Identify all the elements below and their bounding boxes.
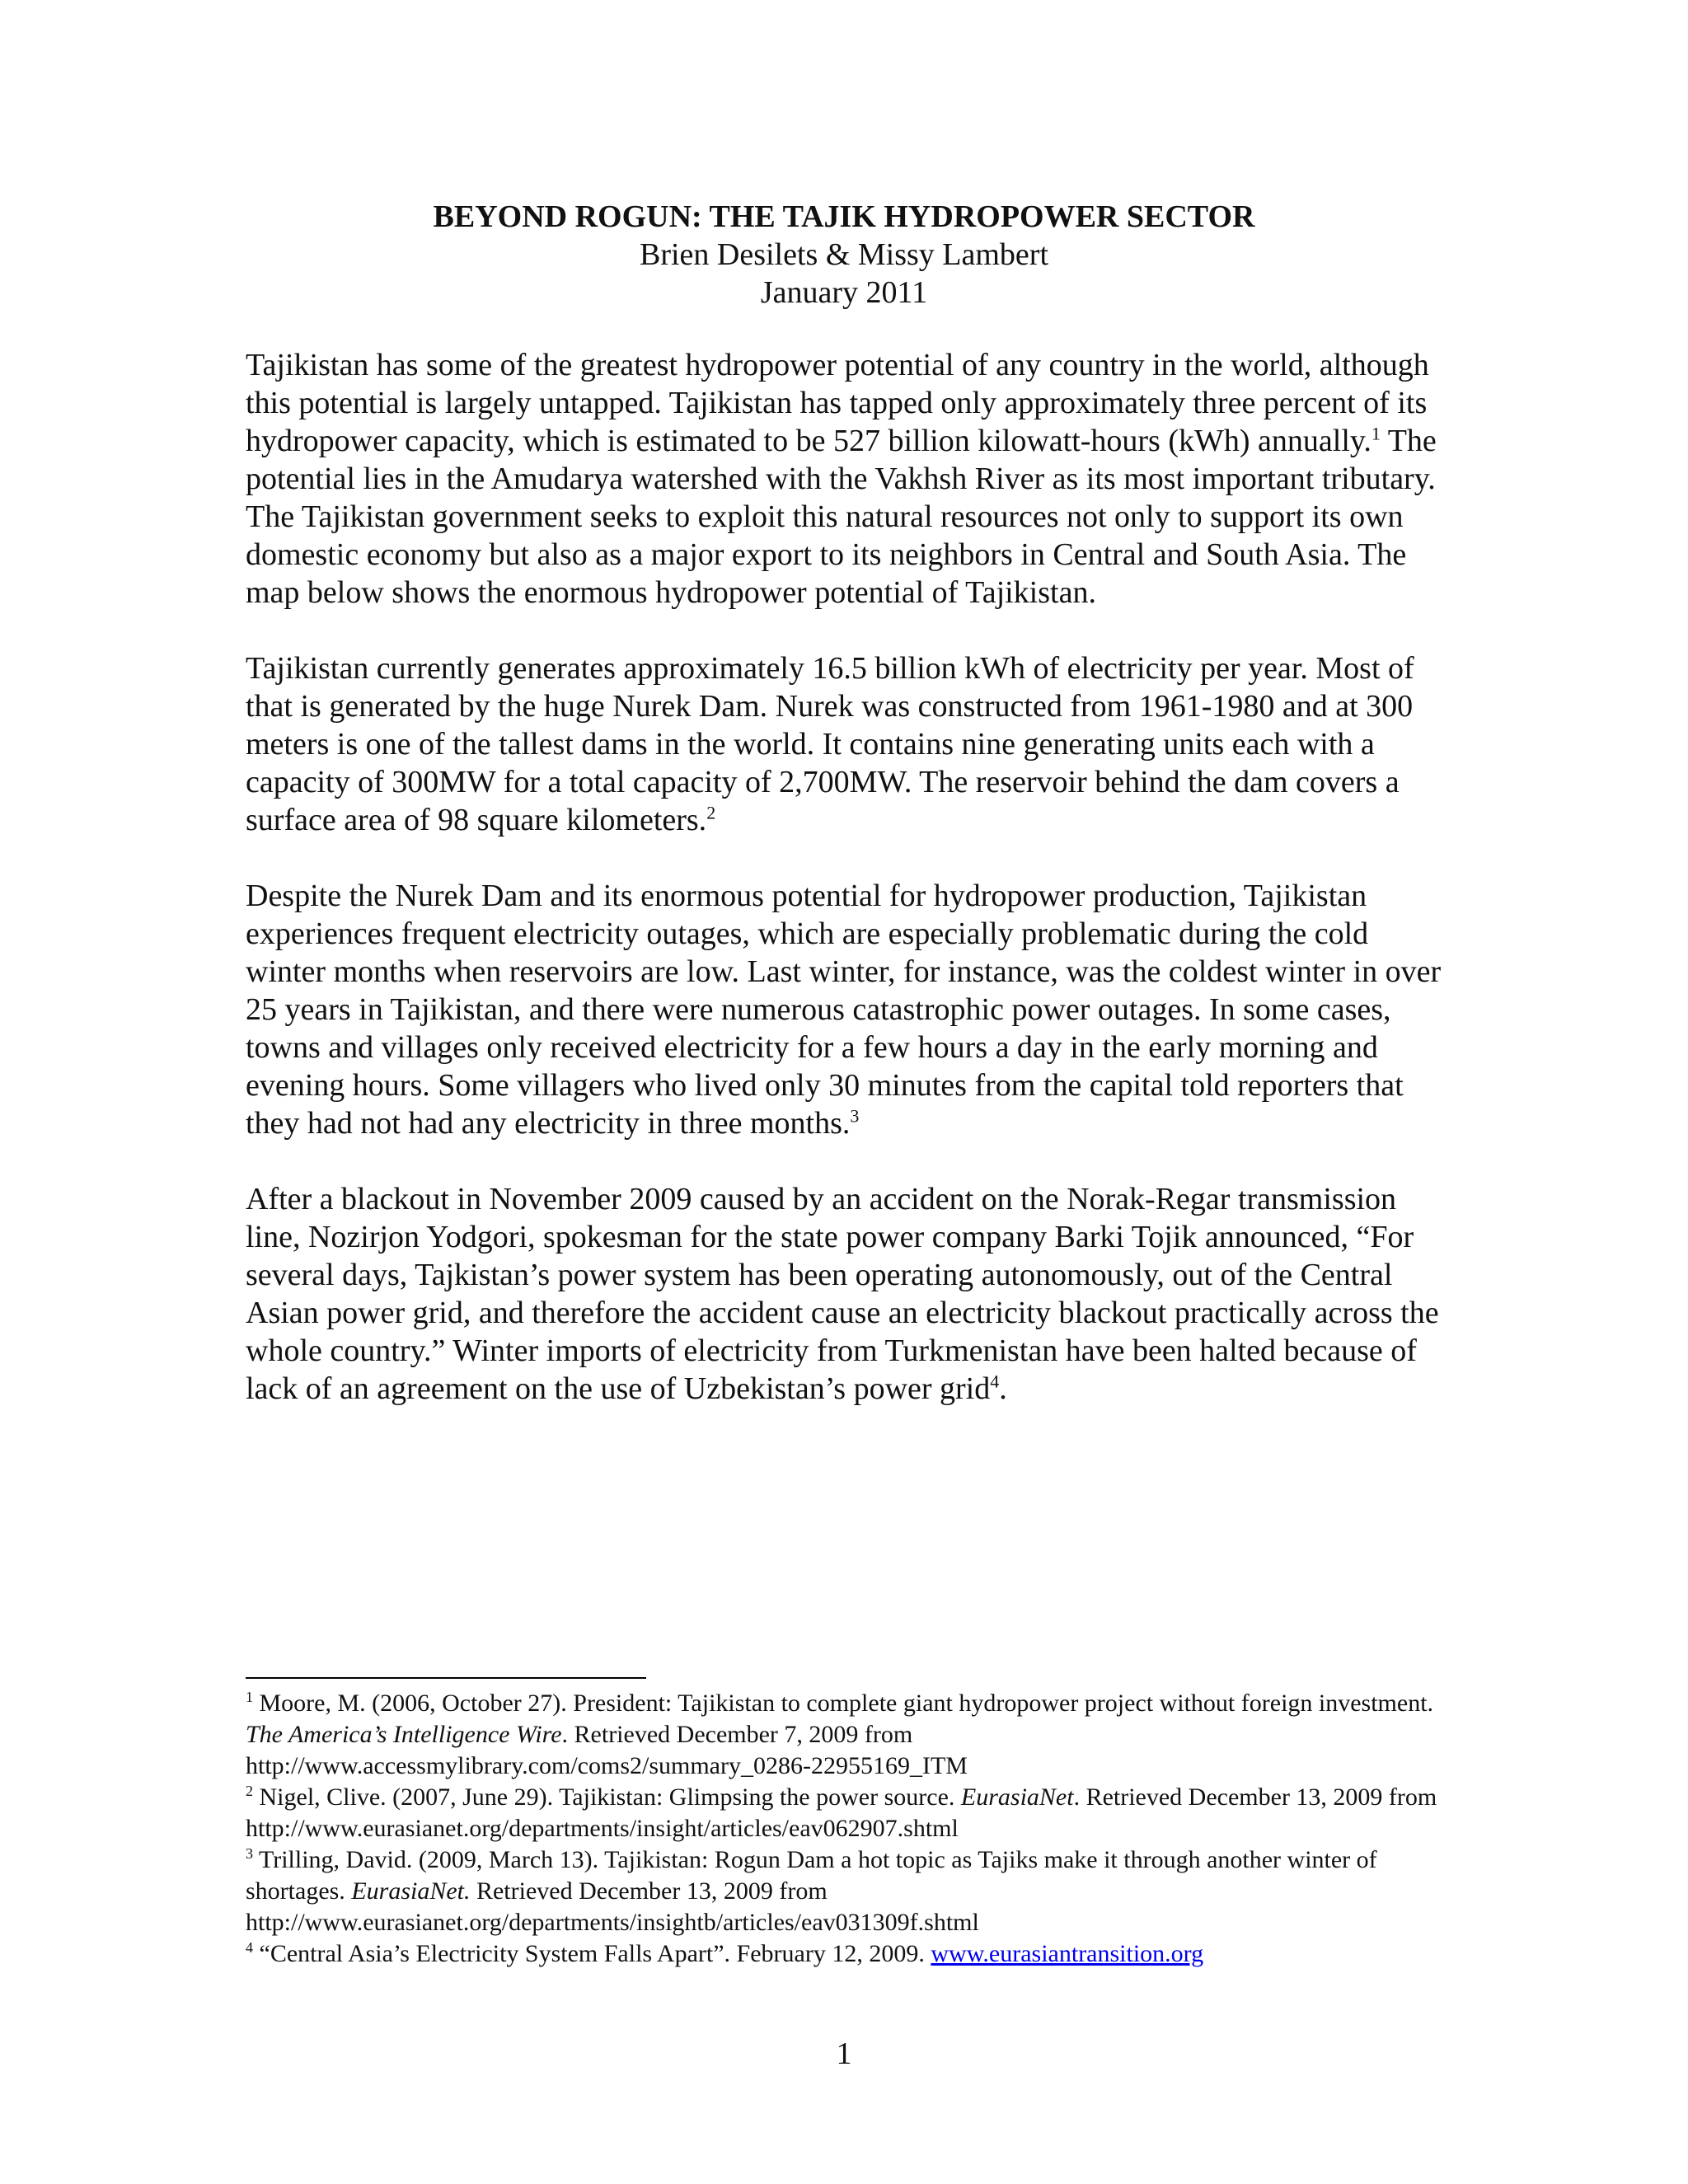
footnote-source: EurasiaNet. <box>351 1877 471 1905</box>
footnote-reference: 2 <box>706 802 716 823</box>
footnote-text: Moore, M. (2006, October 27). President: Tajikistan to complete giant hydropower project without foreign investment. <box>253 1690 1434 1717</box>
paragraph-text: Despite the Nurek Dam and its enormous potential for hydropower production, Tajikistan experiences frequent electricity outages, which are especially problematic during the cold winter months when reservoirs are low. Last winter, for instance, was the coldest winter in over 25 years in Tajikistan, and there were numerous catastrophic power outages. In some cases, towns and villages only received electricity for a few hours a day in the early morning and evening hours. Some villagers who lived only 30 minutes from the capital told reporters that they had not had any electricity in three months. <box>246 879 1442 1141</box>
footnotes <box>246 1688 1457 1970</box>
footnote-source: EurasiaNet <box>960 1783 1074 1811</box>
footnote-source: The America’s Intelligence Wire <box>246 1721 562 1748</box>
footnote <box>246 1688 1457 1782</box>
footnote-text: . Retrieved December 7, 2009 from http://www.accessmylibrary.com/coms2/summary_0286-22955169_ITM <box>246 1721 968 1779</box>
document-title: BEYOND ROGUN: THE TAJIK HYDROPOWER SECTOR <box>433 199 1255 234</box>
footnote-reference: 1 <box>1371 423 1381 444</box>
footnote-number: 2 <box>246 1783 253 1799</box>
paragraph-text: Tajikistan has some of the greatest hydropower potential of any country in the world, although this potential is largely untapped. Tajikistan has tapped only approximately three percent of its hydropower capacity, which is estimated to be 527 billion kilowatt-hours (kWh) annually. <box>246 348 1429 458</box>
paragraph-text: . <box>999 1371 1007 1406</box>
document-date: January 2011 <box>760 275 928 310</box>
body-paragraph <box>246 346 1449 612</box>
paragraph-text: The potential lies in the Amudarya watershed with the Vakhsh River as its most important tributary. The Tajikistan government seeks to exploit this natural resources not only to support its own domestic economy but also as a major export to its neighbors in Central and South Asia. The map below shows the enormous hydropower potential of Tajikistan. <box>246 424 1437 610</box>
footnote-text: . Retrieved December 13, 2009 from http://www.eurasianet.org/departments/insight/articles/eav062907.shtml <box>246 1783 1437 1842</box>
paragraph-text: Tajikistan currently generates approximately 16.5 billion kWh of electricity per year. Most of that is generated by the huge Nurek Dam. Nurek was constructed from 1961-1980 and at 300 meters is one of the tallest dams in the world. It contains nine generating units each with a capacity of 300MW for a total capacity of 2,700MW. The reservoir behind the dam covers a surface area of 98 square kilometers. <box>246 651 1414 837</box>
footnote <box>246 1844 1457 1938</box>
footnote-reference: 3 <box>850 1105 860 1127</box>
footnote-number: 3 <box>246 1845 253 1862</box>
footnote-link[interactable]: www.eurasiantransition.org <box>931 1940 1204 1967</box>
body-paragraph <box>246 877 1449 1142</box>
footnote <box>246 1782 1457 1844</box>
body-paragraph <box>246 649 1449 839</box>
footnote-text: “Central Asia’s Electricity System Falls Apart”. February 12, 2009. <box>253 1940 931 1967</box>
body-paragraph <box>246 1180 1449 1408</box>
footnote-number: 4 <box>246 1939 253 1956</box>
footnote-text: Retrieved December 13, 2009 from http://www.eurasianet.org/departments/insightb/articles/eav031309f.shtml <box>246 1877 979 1936</box>
footnote-text: Trilling, David. (2009, March 13). Tajikistan: Rogun Dam a hot topic as Tajiks make it through another winter of shortages. <box>246 1846 1377 1905</box>
page-number: 1 <box>836 2036 852 2071</box>
footnote-text: Nigel, Clive. (2007, June 29). Tajikistan: Glimpsing the power source. <box>253 1783 961 1811</box>
document-authors: Brien Desilets & Missy Lambert <box>639 237 1049 272</box>
footnote-separator <box>246 1677 646 1679</box>
footnote-number: 1 <box>246 1689 253 1705</box>
document-body <box>246 346 1449 1446</box>
paragraph-text: After a blackout in November 2009 caused by an accident on the Norak-Regar transmission line, Nozirjon Yodgori, spokesman for the state power company Barki Tojik announced, “For several days, Tajkistan’s power system has been operating autonomously, out of the Central Asian power grid, and therefore the accident cause an electricity blackout practically across the whole country.” Winter imports of electricity from Turkmenistan have been halted because of lack of an agreement on the use of Uzbekistan’s power grid <box>246 1182 1439 1406</box>
footnote-reference: 4 <box>990 1371 1000 1392</box>
document-header <box>0 198 1688 312</box>
footnote <box>246 1938 1457 1970</box>
